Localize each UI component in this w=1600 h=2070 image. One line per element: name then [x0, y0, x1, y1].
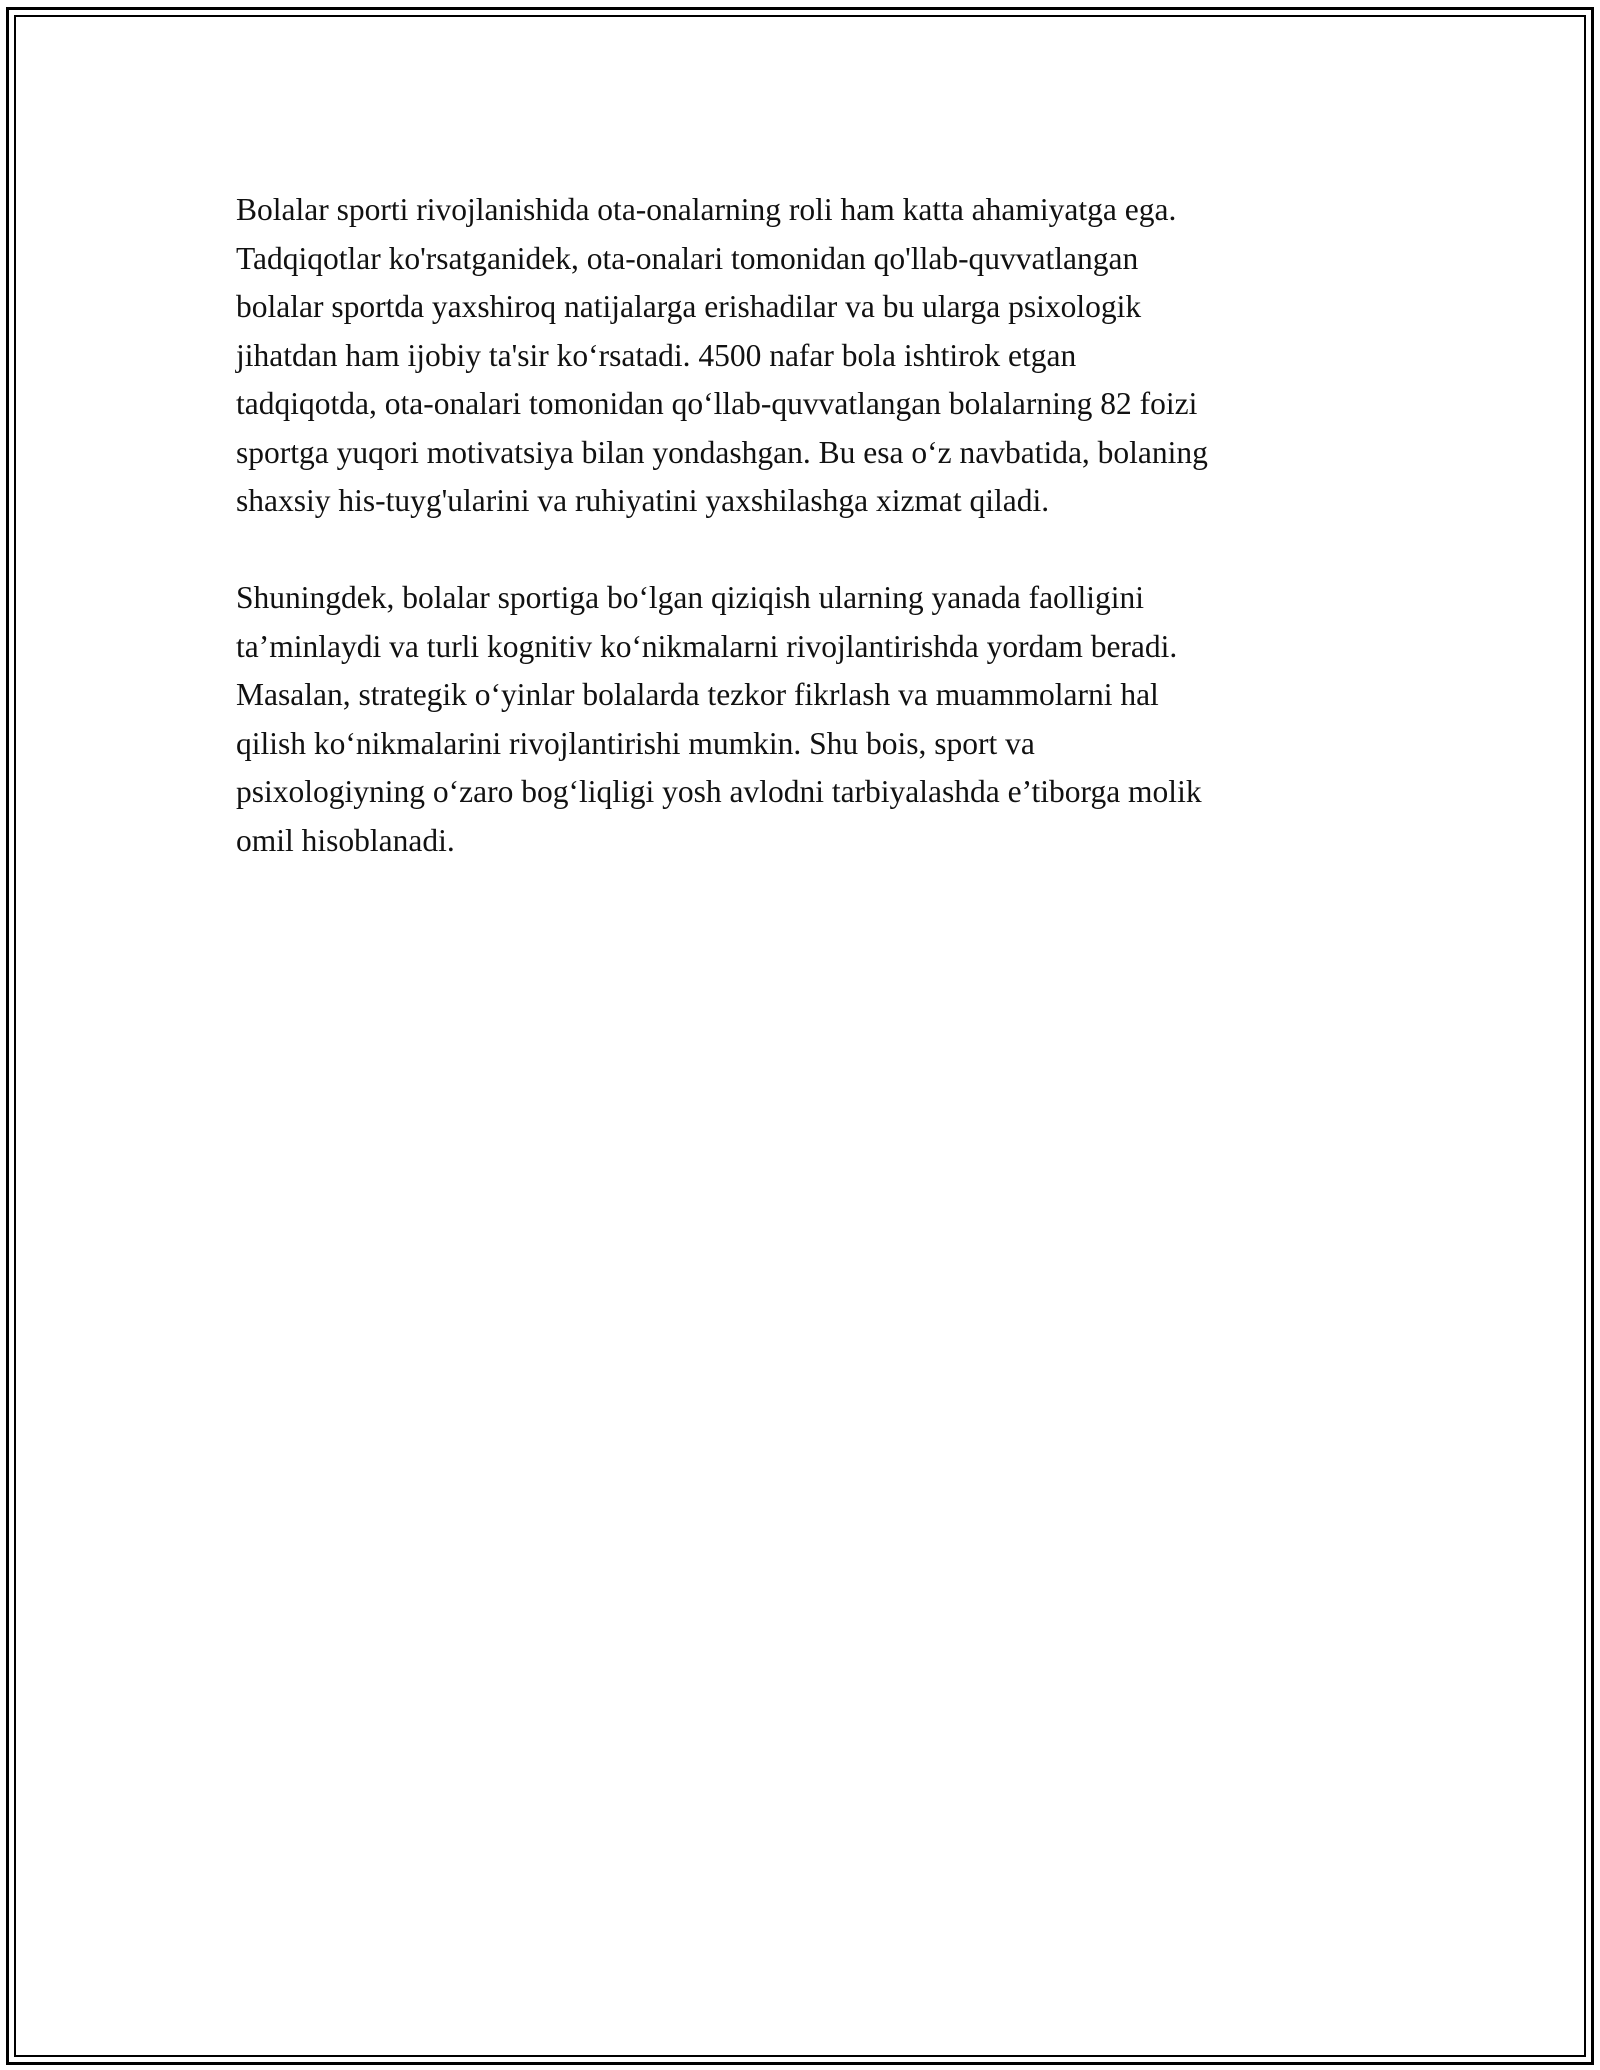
- document-body: [236, 186, 1386, 914]
- paragraph-1: Bolalar sporti rivojlanishida ota-onalarning roli ham katta ahamiyatga ega. Tadqiqotlar ko'rsatganidek, ota-onalari tomonidan qo'llab-quvvatlangan bolalar sportda yaxshiroq natijalarga erishadilar va bu ularga psixologik jihatdan ham ijobiy ta'sir koʻrsatadi. 4500 nafar bola ishtirok etgan tadqiqotda, ota-onalari tomonidan qoʻllab-quvvatlangan bolalarning 82 foizi sportga yuqori motivatsiya bilan yondashgan. Bu esa oʻz navbatida, bolaning shaxsiy his-tuyg'ularini va ruhiyatini yaxshilashga xizmat qiladi.: [236, 192, 1208, 518]
- paragraph-2: Shuningdek, bolalar sportiga boʻlgan qiziqish ularning yanada faolligini ta’minlaydi va turli kognitiv koʻnikmalarni rivojlantirishda yordam beradi. Masalan, strategik oʻyinlar bolalarda tezkor fikrlash va muammolarni hal qilish koʻnikmalarini rivojlantirishi mumkin. Shu bois, sport va psixologiyning oʻzaro bogʻliqligi yosh avlodni tarbiyalashda e’tiborga molik omil hisoblanadi.: [236, 580, 1202, 858]
